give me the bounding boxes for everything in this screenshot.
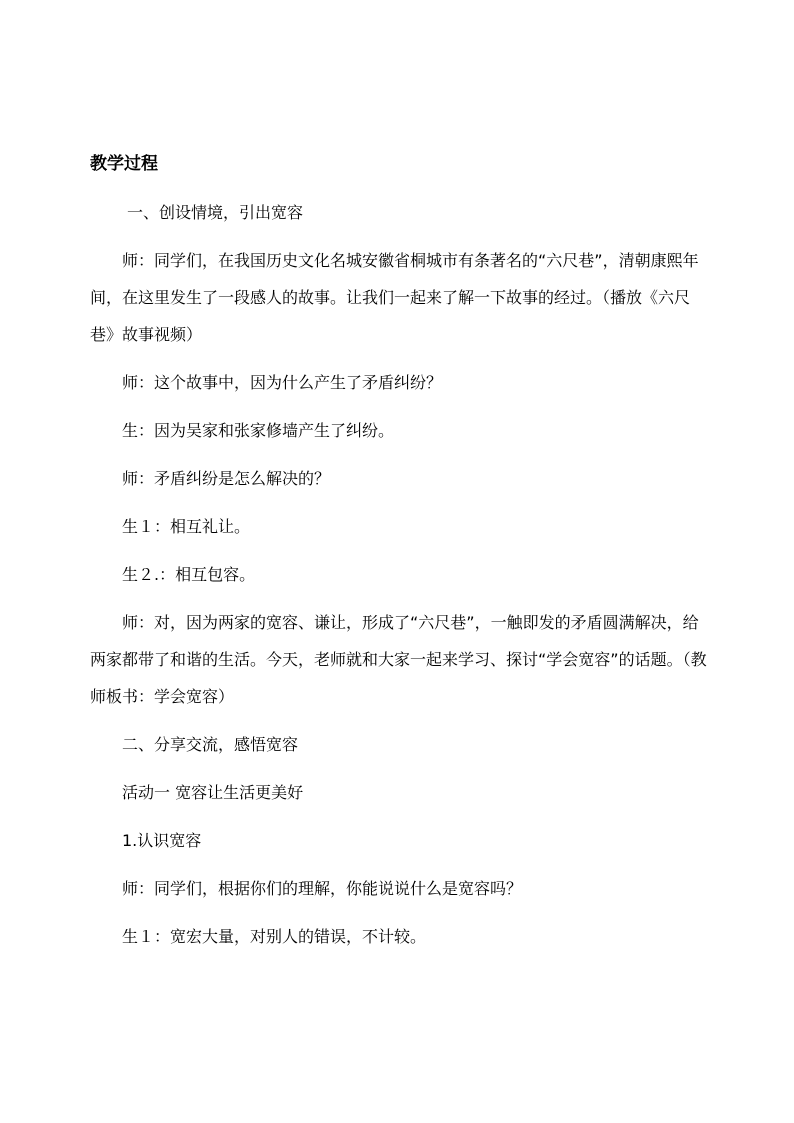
paragraph: 师：对，因为两家的宽容、谦让，形成了“六尺巷”，一触即发的矛盾圆满解决，给两家都带了和谐的生活。今天，老师就和大家一起来学习、探讨“学会宽容”的话题。（教师板书：学会宽容） xyxy=(90,613,707,706)
section-title: 教学过程 xyxy=(90,154,158,174)
paragraph: 师：这个故事中，因为什么产生了矛盾纠纷？ xyxy=(122,373,443,392)
paragraph: 师：矛盾纠纷是怎么解决的？ xyxy=(122,469,331,488)
paragraph: 生１：宽宏大量，对别人的错误，不计较。 xyxy=(122,927,427,946)
paragraph: 师：同学们，根据你们的理解，你能说说什么是宽容吗？ xyxy=(122,879,523,898)
paragraph: 生１：相互礼让。 xyxy=(122,517,251,536)
document-content xyxy=(90,150,710,966)
section-heading-1: 一、创设情境，引出宽容 xyxy=(127,203,304,222)
activity-heading: 活动一 宽容让生活更美好 xyxy=(122,783,304,802)
paragraph: 师：同学们，在我国历史文化名城安徽省桐城市有条著名的“六尺巷”，清朝康熙年间，在这里发生了一段感人的故事。让我们一起来了解一下故事的经过。（播放《六尺巷》故事视频） xyxy=(90,251,699,344)
subheading: 1.认识宽容 xyxy=(122,831,202,850)
paragraph: 生２.：相互包容。 xyxy=(122,565,256,584)
section-heading-2: 二、分享交流，感悟宽容 xyxy=(122,735,299,754)
paragraph: 生：因为吴家和张家修墙产生了纠纷。 xyxy=(122,421,395,440)
